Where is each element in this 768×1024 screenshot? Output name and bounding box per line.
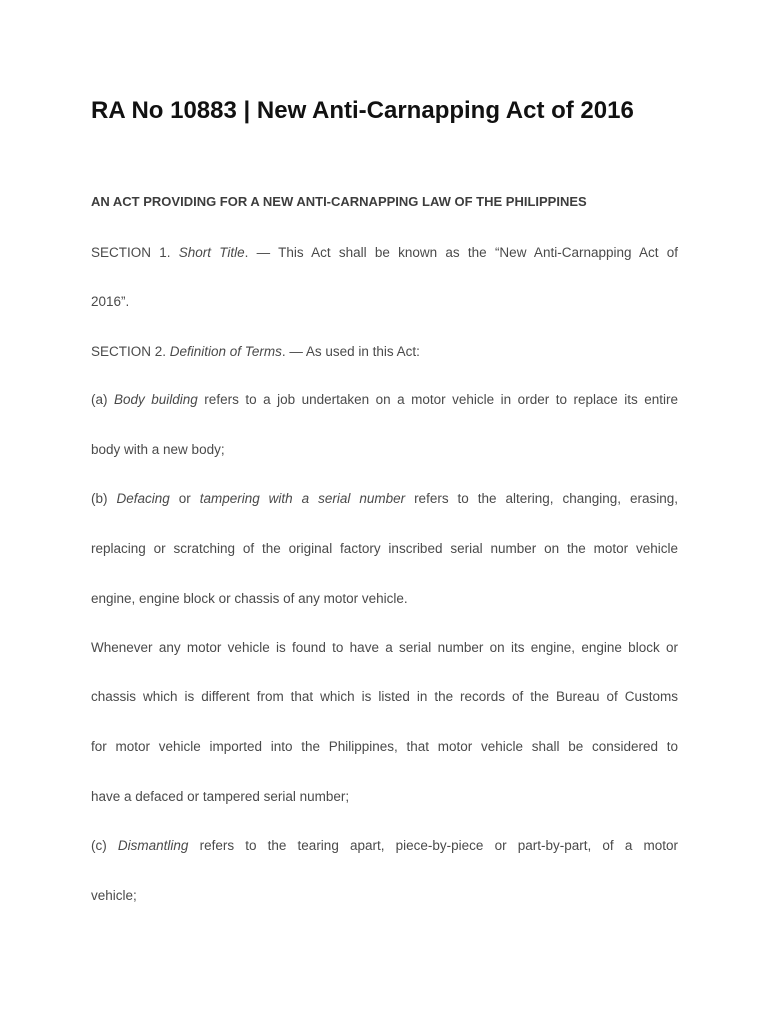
whenever-line-3: for motor vehicle imported into the Philippines, that motor vehicle shall be considered to (91, 739, 678, 754)
clause-b-text: refers to the altering, changing, erasing, (405, 491, 678, 506)
clause-a-text: refers to a job undertaken on a motor vehicle in order to replace its entire (197, 392, 678, 407)
clause-a-line-1 (91, 390, 678, 410)
document-title: RA No 10883 | New Anti-Carnapping Act of 2016 (91, 97, 634, 124)
clause-b-line-1 (91, 489, 678, 509)
section-2-label: SECTION 2. (91, 344, 170, 359)
clause-c-text: refers to the tearing apart, piece-by-piece or part-by-part, of a motor (188, 838, 678, 853)
clause-a-term: Body building (114, 392, 198, 407)
section-1-line-1 (91, 243, 678, 263)
clause-c-label: (c) (91, 838, 118, 853)
clause-a-label: (a) (91, 392, 114, 407)
section-2-term: Definition of Terms (169, 344, 282, 359)
clause-c-line-2: vehicle; (91, 888, 137, 903)
section-2-text: . — As used in this Act: (281, 344, 420, 359)
clause-b-label: (b) (91, 491, 117, 506)
section-2-line (91, 342, 678, 362)
clause-a-line-2: body with a new body; (91, 442, 225, 457)
whenever-line-1: Whenever any motor vehicle is found to have a serial number on its engine, engine block or (91, 640, 678, 655)
section-1-term: Short Title (178, 245, 245, 260)
clause-c-line-1 (91, 836, 678, 856)
whenever-line-4: have a defaced or tampered serial number; (91, 789, 350, 804)
clause-b-line-3: engine, engine block or chassis of any motor vehicle. (91, 591, 408, 606)
clause-c-term: Dismantling (117, 838, 189, 853)
clause-b-term-2: tampering with a serial number (199, 491, 406, 506)
whenever-line-2: chassis which is different from that which is listed in the records of the Bureau of Customs (91, 689, 678, 704)
clause-b-term-1: Defacing (116, 491, 170, 506)
section-1-text: . — This Act shall be known as the “New Anti-Carnapping Act of (244, 245, 678, 260)
section-1-label: SECTION 1. (91, 245, 179, 260)
act-subtitle: AN ACT PROVIDING FOR A NEW ANTI-CARNAPPING LAW OF THE PHILIPPINES (91, 194, 587, 209)
section-1-line-2: 2016”. (91, 294, 130, 309)
clause-b-line-2: replacing or scratching of the original factory inscribed serial number on the motor vehicle (91, 541, 678, 556)
clause-b-mid: or (169, 491, 200, 506)
